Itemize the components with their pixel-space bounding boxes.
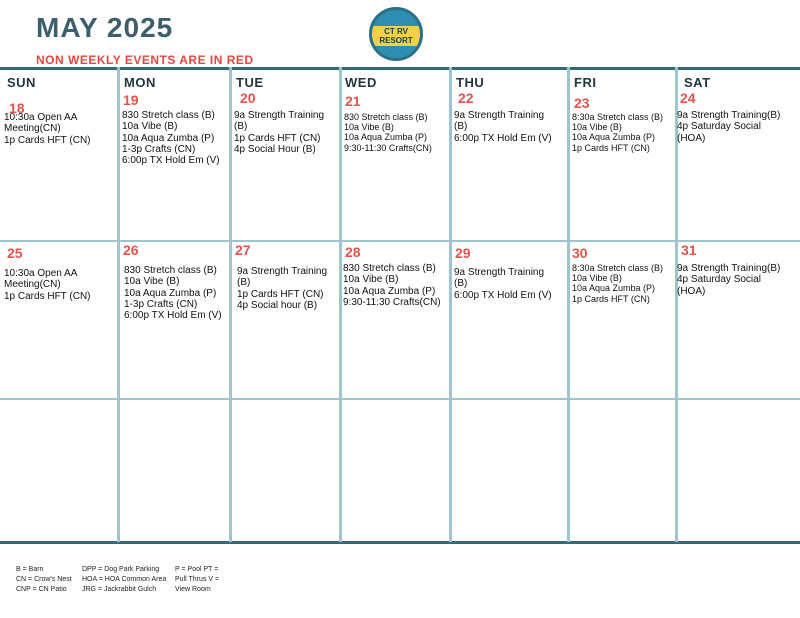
day-events (124, 265, 222, 321)
day-events (572, 112, 663, 153)
grid-bottom-line (0, 541, 800, 544)
event-line: 830 Stretch class (B) (343, 263, 436, 274)
day-number: 23 (574, 95, 590, 111)
legend-entry: B = Barn (16, 566, 44, 573)
legend-entry: CN = Crow's Nest (16, 575, 72, 583)
event-line: 9a Strength Training (454, 267, 545, 278)
event-line: 9a Strength Training(B) (677, 263, 781, 274)
day-events (122, 110, 220, 166)
event-line: 4p Saturday Social (677, 274, 761, 286)
event-line: 1-3p Crafts (CN) (122, 143, 196, 155)
day-events (237, 266, 327, 311)
day-events (4, 112, 91, 146)
grid-col-line (567, 67, 570, 542)
page-title: MAY 2025 (36, 12, 174, 43)
legend-column (175, 565, 219, 594)
event-line: 4p Social Hour (B) (234, 143, 316, 155)
legend-entry: JRG = Jackrabbit Gulch (82, 585, 157, 593)
event-line: 9a Strength Training (234, 110, 325, 121)
legend-entry: HOA = HOA Common Area (82, 575, 167, 583)
day-events (454, 267, 552, 301)
event-line: (B) (234, 121, 248, 133)
day-header-fri: FRI (574, 75, 597, 90)
event-line: 9a Strength Training (454, 110, 545, 121)
calendar-grid (0, 67, 800, 544)
event-line: 9a Strength Training(B) (677, 110, 781, 121)
day-events (572, 263, 663, 304)
day-header-thu: THU (456, 75, 485, 90)
event-line: 6:00p TX Hold Em (V) (454, 132, 552, 144)
event-line: 1p Cards HFT (CN) (4, 290, 91, 302)
day-header-wed: WED (345, 75, 377, 90)
day-number: 30 (572, 245, 588, 261)
day-events (234, 110, 324, 155)
event-line: 6:00p TX Hold Em (V) (124, 310, 222, 322)
legend-column (16, 565, 72, 594)
event-line: 1p Cards HFT (CN) (572, 293, 650, 304)
event-line: 830 Stretch class (B) (124, 265, 217, 276)
day-number: 26 (123, 242, 139, 258)
day-events (343, 263, 441, 308)
event-line: 10a Aqua Zumba (P) (343, 285, 436, 297)
event-line: 830 Stretch class (B) (122, 110, 215, 121)
grid-col-line (229, 67, 232, 542)
event-line: 1p Cards HFT (CN) (572, 142, 650, 153)
event-line: 10a Vibe (B) (572, 273, 622, 284)
grid-col-line (449, 67, 452, 542)
event-line: 8:30a Stretch class (B) (572, 112, 664, 122)
event-line: 10a Vibe (B) (572, 122, 622, 133)
day-header-sat: SAT (684, 75, 711, 90)
day-header-mon: MON (124, 75, 156, 90)
legend-entry: View Room (175, 585, 211, 593)
day-number: 25 (7, 245, 23, 261)
legend-entry: CNP = CN Patio (16, 585, 67, 593)
day-number: 21 (345, 93, 361, 109)
day-number: 22 (458, 90, 474, 106)
event-line: (HOA) (677, 132, 706, 144)
legend-entry: P = Pool PT = (175, 566, 219, 573)
day-number: 20 (240, 90, 256, 106)
grid-top-line (0, 67, 800, 70)
event-line: 4p Social hour (B) (237, 299, 318, 311)
event-line: (B) (237, 277, 251, 289)
event-line: Meeting(CN) (4, 123, 61, 135)
event-line: 6:00p TX Hold Em (V) (122, 155, 220, 167)
event-line: 10a Vibe (B) (344, 122, 394, 133)
event-line: 10a Aqua Zumba (P) (572, 283, 656, 294)
day-events (677, 263, 780, 297)
event-line: 4p Saturday Social (677, 121, 761, 133)
day-number: 31 (681, 242, 697, 258)
event-line: 830 Stretch class (B) (344, 112, 428, 122)
legend-entry: DPP = Dog Park Parking (82, 566, 160, 573)
event-line: Meeting(CN) (4, 279, 61, 291)
event-line: 6:00p TX Hold Em (V) (454, 289, 552, 301)
logo-line2: RESORT (379, 36, 413, 45)
event-line: (HOA) (677, 285, 706, 297)
page-subtitle: NON WEEKLY EVENTS ARE IN RED (36, 53, 254, 67)
grid-col-line (339, 67, 342, 542)
event-line: 9:30-11:30 Crafts(CN) (343, 296, 441, 308)
event-line: 9a Strength Training (237, 266, 328, 277)
event-line: 8:30a Stretch class (B) (572, 263, 664, 273)
event-line: 1p Cards HFT (CN) (234, 132, 321, 144)
event-line: 10a Aqua Zumba (P) (344, 132, 428, 143)
day-events (344, 112, 432, 153)
event-line: (B) (454, 278, 468, 290)
day-number: 27 (235, 242, 251, 258)
event-line: 10a Aqua Zumba (P) (124, 287, 217, 299)
day-number: 29 (455, 245, 471, 261)
event-line: 9:30-11:30 Crafts(CN) (344, 142, 432, 153)
day-number: 24 (680, 90, 696, 106)
day-events (4, 268, 91, 302)
grid-row-line (0, 398, 800, 400)
day-number: 28 (345, 244, 361, 260)
legend-column (82, 565, 166, 594)
day-number: 19 (123, 92, 139, 108)
day-header-tue: TUE (236, 75, 264, 90)
event-line: 10:30a Open AA (4, 268, 78, 279)
event-line: 1p Cards HFT (CN) (237, 288, 324, 300)
resort-logo (369, 7, 423, 61)
event-line: 10a Aqua Zumba (P) (572, 132, 656, 143)
event-line: 10a Aqua Zumba (P) (122, 132, 215, 144)
grid-row-line (0, 240, 800, 242)
day-header-sun: SUN (7, 75, 36, 90)
event-line: (B) (454, 121, 468, 133)
event-line: 10a Vibe (B) (122, 121, 178, 133)
logo-line1: CT RV (384, 27, 408, 36)
event-line: 1-3p Crafts (CN) (124, 298, 198, 310)
event-line: 1p Cards HFT (CN) (4, 134, 91, 146)
grid-col-line (117, 67, 120, 542)
event-line: 10a Vibe (B) (343, 274, 399, 286)
day-number: 18 (9, 100, 25, 116)
event-line: 10:30a Open AA (4, 112, 78, 123)
legend-entry: Pull Thrus V = (175, 575, 220, 583)
event-line: 10a Vibe (B) (124, 276, 180, 288)
day-events (454, 110, 552, 144)
day-events (677, 110, 780, 144)
